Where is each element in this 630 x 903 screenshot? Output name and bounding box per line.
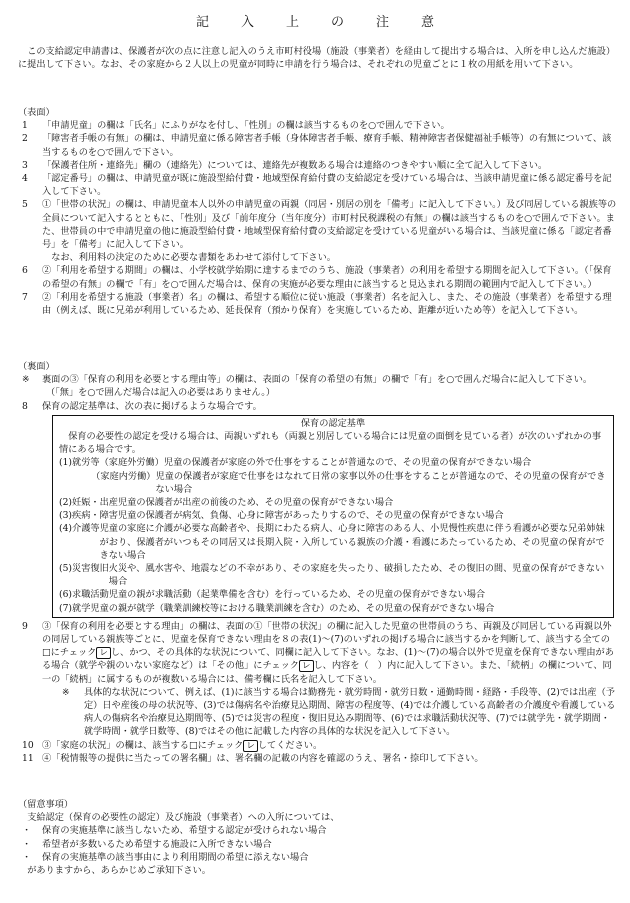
item-text: ④「税情報等の提供に当たっての署名欄」は、署名欄の記載の内容を確認のうえ、署名・捺印して下さい。 [42,752,484,764]
front-heading: （表面） [18,107,55,118]
title-char: 意 [421,15,435,30]
bullet-mark: ・ [22,838,32,850]
item-number: 6 [22,265,28,277]
criteria-row [59,509,607,522]
front-item [18,291,618,317]
criteria-label: (4)介護等 [59,523,100,535]
bullet-text: 保育の実施基準に該当しないため、希望する認定が受けられない場合 [42,825,327,837]
item-number: 8 [22,400,28,412]
criteria-label: (1)就労等（家庭外労働） [59,457,164,469]
item9-text-c: し、内容を（ ）内に記入して下さい。また、「続柄」の欄について、同一の「続柄」に属するものが複数いる場合には、備考欄に氏名を記入して下さい。 [42,660,612,685]
reservation-outro: がありますから、あらかじめご承知下さい。 [27,865,211,877]
item9-text-a: ③「保育の利用を必要とする理由」の欄は、表面の①「世帯の状況」の欄に記入した児童の世帯員のうち、両親及び同居している両親以外の同居している親族等ごとに、児童を保育できない理由を８の表(1)～(7)のいずれの掲げる場合に該当するかを判断して、該当する全ての□にチェック [42,620,612,659]
example-note [62,686,618,739]
front-item [18,132,618,158]
front-item [18,264,618,290]
criteria-row [59,602,607,615]
criteria-text: 児童の保護者が家庭で仕事をはなれて日常の家事以外の仕事をすることが普通なので、その児童の保育ができない場合 [155,470,606,495]
criteria-row [59,562,607,588]
item-number: 5 [22,199,28,211]
bullet-text: 保育の実施基準の該当事由により利用期間の希望に添えない場合 [42,851,309,863]
item9-text-b: し、かつ、その具体的な状況について、同欄に記入して下さい。なお、(1)～(7)の場合以外で児童を保育できない理由がある場合（就学や親のいない家庭など）は「その他」にチェック [42,647,614,672]
item-text: ②「利用を希望する施設（事業者）名」の欄は、希望する順位に従い施設（事業者）名を記入し、また、その施設（事業者）を希望する理由（例えば、既に兄弟が利用しているため、延長保育（預かり保育）を実施しているため、距離が近いため等）を記入して下さい。 [42,291,612,317]
back-section [18,360,618,765]
reservation-section [18,798,618,877]
item-text: 「保護者住所・連絡先」欄の（連絡先）については、連絡先が複数ある場合は連絡のつきやすい順に全て記入して下さい。 [42,159,548,171]
criteria-box [52,415,614,618]
criteria-label: (2)妊娠・出産 [59,497,118,509]
item-text: 「障害者手帳の有無」の欄は、申請児童に係る障害者手帳（身体障害者手帳、療育手帳、精神障害者保健福祉手帳等）の有無について、該当するものを○で囲んで下さい。 [42,133,612,158]
criteria-label: (7)就学 [59,602,91,614]
item-number: 3 [22,159,28,171]
intro-paragraph: この支給認定申請書は、保護者が次の点に注意し記入のうえ市町村役場（施設（事業者）を経由して提出する場合は、入所を申し込んだ施設）に提出して下さい。なお、その家庭から２人以上の児童が同時に申請を行う場合は、それぞれの児童ごとに１枚の用紙を用いて下さい。 [18,46,616,71]
item-number: 11 [22,752,34,764]
star-subnote: （「無」を○で囲んだ場合は記入の必要はありません。） [46,387,276,399]
item-number: 10 [22,739,34,751]
criteria-text: 児童の家庭に介護が必要な高齢者や、長期にわたる病人、心身に障害のある人、小児慢性疾患に伴う看護が必要な兄弟姉妹がおり、保護者がいつもその同居又は長期入院・入所している親族の介護・看護にあたっているため、その児童の保育ができない場合 [99,523,605,561]
front-item [18,159,618,172]
item-text: 保育の認定基準は、次の表に掲げるような場合です。 [42,400,262,412]
reservation-heading: （留意事項） [18,799,74,810]
back-star-note [18,373,618,386]
criteria-heading: 保育の認定基準 [300,417,366,429]
item-text [42,620,618,686]
check-mark-icon: レ [299,660,314,672]
title-char: の [331,15,345,30]
reservation-intro: 支給認定（保育の必要性の認定）及び施設（事業者）への入所については、 [27,812,340,824]
star-mark: ※ [22,374,30,386]
page-title [0,16,630,29]
front-item-note [18,251,618,264]
item-text: 「申請児童」の欄は「氏名」にふりがなを付し、「性別」の欄は該当するものを○で囲んで下さい。 [42,120,450,132]
criteria-label: （家庭内労働） [59,470,156,482]
example-mark: ※ [62,686,70,698]
check-mark-icon: レ [243,740,258,752]
example-text: 具体的な状況について、例えば、(1)に該当する場合は勤務先・就労時間・就労日数・通勤時間・経路・手段等、(2)では出産（予定）日や産後の母の状況等、(3)では傷病名や治療見込期間、障害の程度等、(4)では介護している高齢者の介護度や看護している病人の傷病名や治療見込期間等、(5)では災害の程度・復旧見込み期間等、(6)では求職活動状況等、(7)では就学先・就学期間・就学時間・就学日数等、(8)ではその他に記載した内容の具体的な状況を記入して下さい。 [84,686,616,738]
criteria-row [59,470,607,496]
title-char: 記 [195,15,209,30]
criteria-text: 児童の保護者が出産の前後のため、その児童の保育ができない場合 [117,497,394,509]
criteria-label: (3)疾病・障害 [59,510,118,522]
item-text: ②「利用を希望する期間」の欄は、小学校就学始期に達するまでのうち、施設（事業者）の利用を希望する期間を記入して下さい。（「保育の希望の有無」の欄で「有」を○で囲んだ場合は、保育の実施が必要な理由に該当すると見込まれる期間の範囲内で記入して下さい。） [42,265,612,290]
reservation-bullet [22,838,618,851]
front-item [18,172,618,198]
criteria-text: 児童の親が求職活動（起業準備を含む）を行っているため、その児童の保育ができない場合 [108,589,486,601]
intro-section [18,45,618,71]
bullet-mark: ・ [22,851,32,863]
title-char: 注 [376,15,390,30]
reservation-bullet [22,851,618,864]
item-number: 7 [22,291,28,303]
item-text: 「認定番号」の欄は、申請児童が既に施設型給付費・地域型保育給付費の支給認定を受けている場合は、当該申請児童に係る認定番号を記入して下さい。 [42,173,612,198]
item10-text-b: してください。 [257,739,323,751]
back-item-9 [18,620,618,686]
back-item-10 [18,739,618,752]
item-number: 4 [22,173,28,185]
bullet-mark: ・ [22,825,32,837]
check-mark-icon: レ [96,647,111,659]
item-number: 9 [22,620,28,632]
criteria-row [59,456,607,469]
back-item-11 [18,752,618,765]
reservation-bullet [22,824,618,837]
front-item [18,119,618,132]
criteria-row [59,588,607,601]
front-item [18,198,618,251]
item-number: 1 [22,120,28,132]
back-item-8 [18,400,618,413]
item-text [42,739,618,752]
criteria-intro: 保育の必要性の認定を受ける場合は、両親いずれも（両親と別居している場合には児童の面倒を見ている者）が次のいずれかの事情にある場合です。 [59,431,602,456]
title-char: 入 [240,15,254,30]
criteria-text: 児童の保護者が病気、負傷、心身に障害があったりするので、その児童の保育ができない場合 [117,510,504,522]
item-number: 2 [22,133,28,145]
front-section [18,106,618,317]
item-number [18,251,42,264]
criteria-label: (5)災害復旧 [59,563,109,575]
item10-text-a: ③「家庭の状況」の欄は、該当する□にチェック [42,739,244,751]
star-text: 裏面の③「保育の利用を必要とする理由等」の欄は、表面の「保育の希望の有無」の欄で「有」を○で囲んだ場合に記入して下さい。 [42,374,593,386]
back-heading: （裏面） [18,361,55,372]
criteria-text: 児童の保護者が家庭の外で仕事をすることが普通なので、その児童の保育ができない場合 [163,457,532,469]
criteria-text: 児童の親が就学（職業訓練校等における職業訓練を含む）のため、その児童の保育ができない場合 [90,602,495,614]
criteria-row [59,522,607,562]
criteria-label: (6)求職活動 [59,589,109,601]
item-text: なお、利用料の決定のために必要な書類をあわせて添付して下さい。 [51,252,336,264]
criteria-row [59,496,607,509]
item-text: ①「世帯の状況」の欄は、申請児童本人以外の申請児童の両親（同居・別居の別を「備考」に記入して下さい。）及び同居している親族等の全員について記入するとともに、「性別」及び「前年度分（当年度分）市町村民税課税の有無」の欄は該当するものを○で囲んで下さい。また、世帯員の中で申請児童の他に施設型給付費・地域型保育給付費の支給認定を受けている児童がいる場合は、当該児童に係る「認定者番号」を「備考」に記入して下さい。 [42,199,617,251]
bullet-text: 希望者が多数いるため希望する施設に入所できない場合 [42,838,272,850]
title-char: 上 [285,15,299,30]
criteria-text: 火災や、風水害や、地震などの不幸があり、その家庭を失ったり、破損したため、その復旧の間、児童の保育ができない場合 [108,563,605,588]
